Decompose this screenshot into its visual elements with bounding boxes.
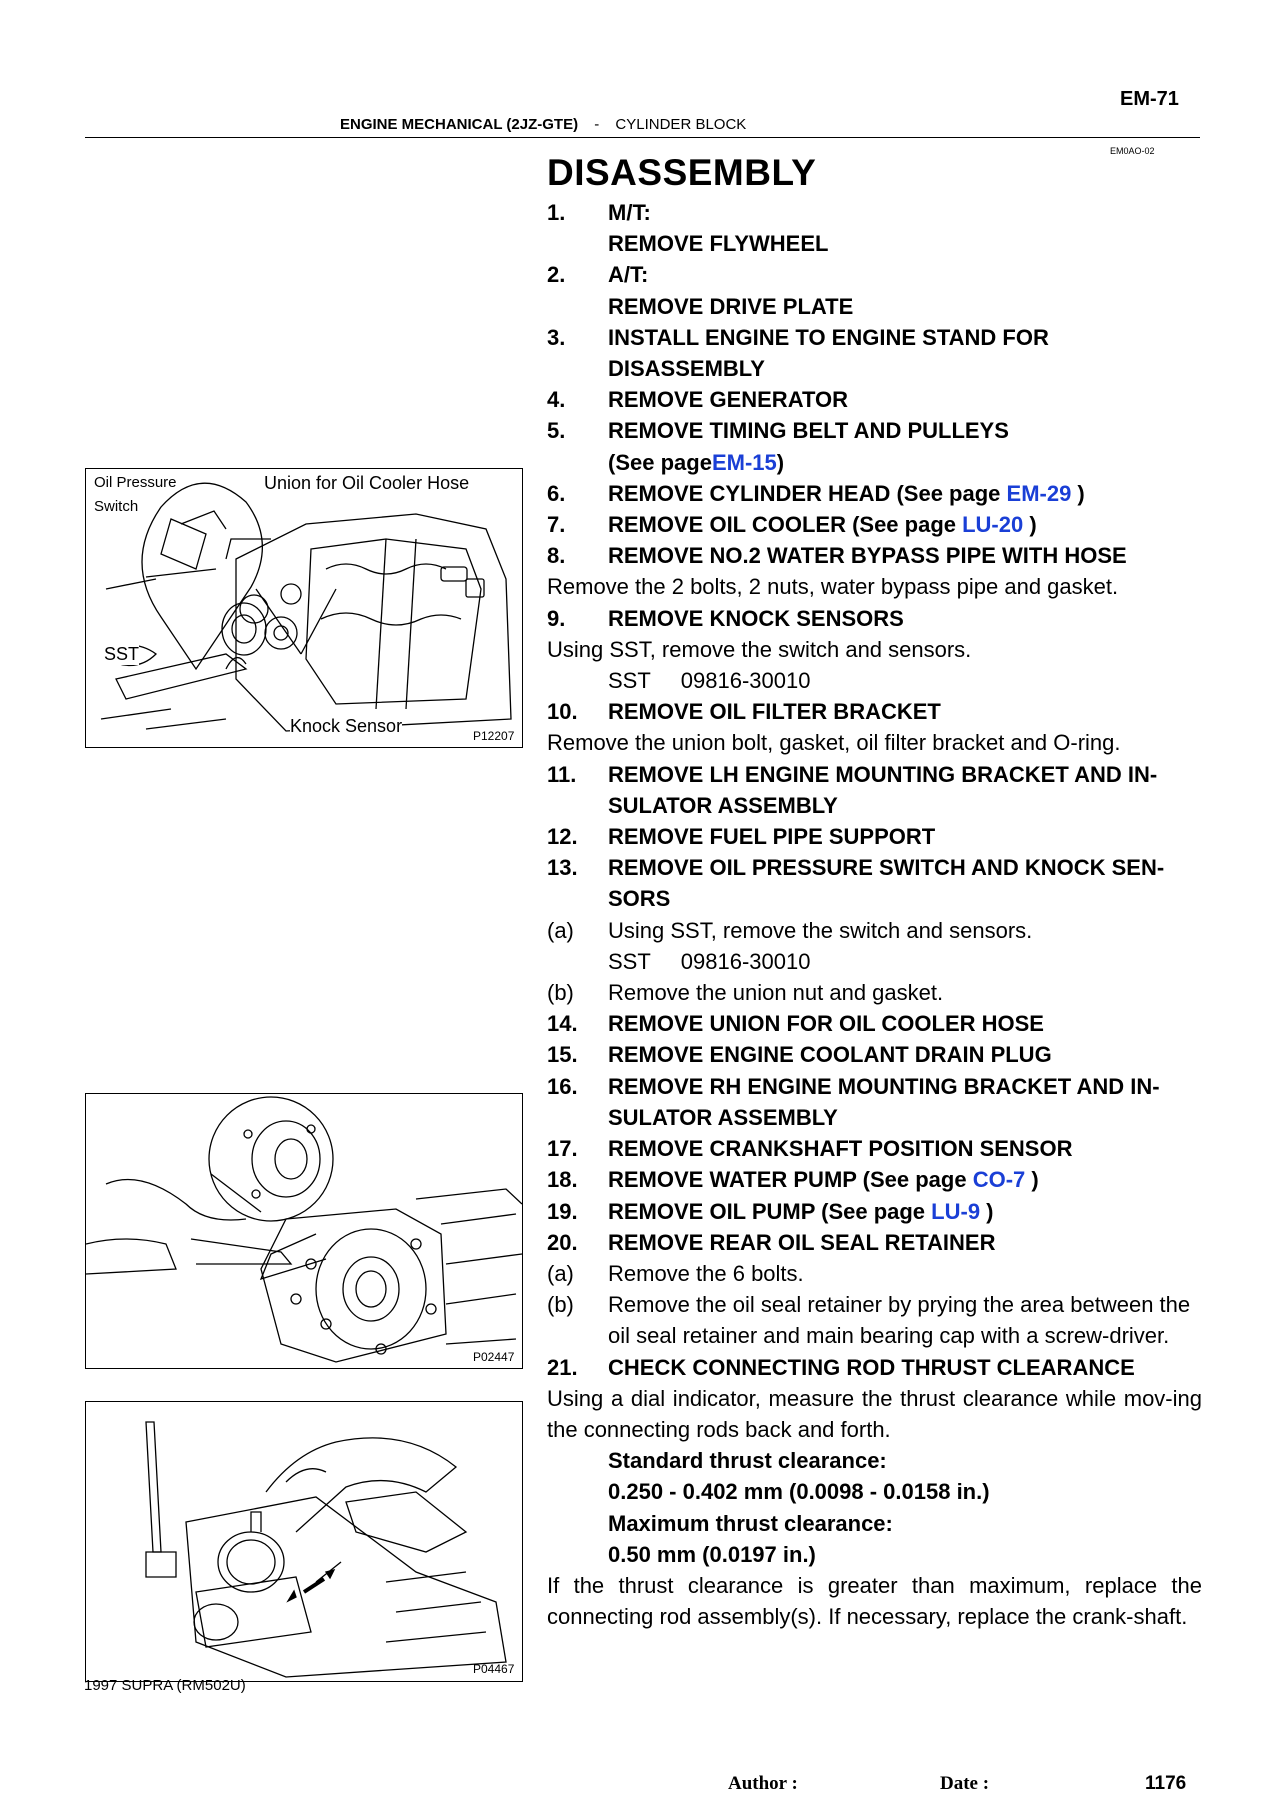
link-co-7[interactable]: CO-7 xyxy=(972,1167,1026,1193)
figure-oil-seal-retainer xyxy=(85,1093,523,1369)
step-4: 4. REMOVE GENERATOR xyxy=(547,387,848,413)
step-1: 1. M/T: xyxy=(547,200,651,225)
step-12: 12. REMOVE FUEL PIPE SUPPORT xyxy=(547,824,936,850)
max-thrust-value: 0.50 mm (0.0197 in.) xyxy=(608,1541,816,1567)
oil-seal-retainer-illustration xyxy=(86,1094,522,1368)
step-10: 10. REMOVE OIL FILTER BRACKET xyxy=(547,699,941,725)
page-title: DISASSEMBLY xyxy=(547,152,817,193)
step-18: 18. REMOVE WATER PUMP (See page CO-7 ) xyxy=(547,1167,1039,1193)
step-16: 16. REMOVE RH ENGINE MOUNTING BRACKET AND IN- xyxy=(547,1073,1160,1099)
step-9-sst: SST 09816-30010 xyxy=(608,668,811,694)
doc-code: EM0AO-02 xyxy=(1110,146,1155,156)
figure-knock-sensor xyxy=(85,468,523,748)
dial-indicator-illustration xyxy=(86,1402,522,1681)
step-13-cont: SORS xyxy=(608,886,671,912)
step-5: 5. REMOVE TIMING BELT AND PULLEYS xyxy=(547,418,1009,444)
running-header xyxy=(340,116,746,133)
link-em-29[interactable]: EM-29 xyxy=(1006,480,1072,506)
step-9-body: Using SST, remove the switch and sensors. xyxy=(547,636,972,662)
page-id: EM-71 xyxy=(1120,88,1179,110)
max-thrust-label: Maximum thrust clearance: xyxy=(608,1510,893,1536)
step-21: 21. CHECK CONNECTING ROD THRUST CLEARANCE xyxy=(547,1354,1135,1380)
footer-page-number: 1176 xyxy=(1145,1773,1187,1794)
step-11-cont: SULATOR ASSEMBLY xyxy=(608,792,838,818)
step-16-cont: SULATOR ASSEMBLY xyxy=(608,1104,838,1130)
link-lu-9[interactable]: LU-9 xyxy=(931,1198,981,1224)
step-7: 7. REMOVE OIL COOLER (See page LU-20 ) xyxy=(547,512,1037,538)
std-thrust-label: Standard thrust clearance: xyxy=(608,1448,887,1474)
step-5-ref: (See page EM-15 ) xyxy=(547,447,1202,478)
step-13a-sst: SST 09816-30010 xyxy=(608,948,811,974)
step-1-title: REMOVE FLYWHEEL xyxy=(608,231,829,257)
step-2: 2. A/T: xyxy=(547,262,649,288)
header-rule xyxy=(85,137,1200,138)
header-subsection: CYLINDER BLOCK xyxy=(615,116,747,133)
figure-code: P04467 xyxy=(473,1662,515,1676)
step-21-after: If the thrust clearance is greater than maximum, replace the connecting rod assembly(s). If necessary, replace the crank-shaft. xyxy=(547,1572,1202,1630)
label-union-oil-cooler-hose: Union for Oil Cooler Hose xyxy=(264,473,470,493)
step-20: 20. REMOVE REAR OIL SEAL RETAINER xyxy=(547,1229,996,1255)
footer-date: Date : xyxy=(940,1773,990,1794)
step-2-title: REMOVE DRIVE PLATE xyxy=(608,293,854,319)
step-13a: (a) Using SST, remove the switch and sensors. xyxy=(547,917,1033,943)
footer-model: 1997 SUPRA (RM502U) xyxy=(84,1677,246,1694)
footer-author: Author : xyxy=(728,1773,798,1794)
link-em-15[interactable]: EM-15 xyxy=(711,449,777,475)
step-13b: (b) Remove the union nut and gasket. xyxy=(547,980,944,1006)
step-20b: (b) Remove the oil seal retainer by prying the area between the oil seal retainer and main bearing cap with a screw-driver. xyxy=(547,1292,1191,1349)
step-3-cont: DISASSEMBLY xyxy=(608,356,765,382)
step-19: 19. REMOVE OIL PUMP (See page LU-9 ) xyxy=(547,1198,994,1224)
step-20a: (a) Remove the 6 bolts. xyxy=(547,1260,804,1286)
step-6: 6. REMOVE CYLINDER HEAD (See page EM-29 ) xyxy=(547,480,1085,506)
std-thrust-value: 0.250 - 0.402 mm (0.0098 - 0.0158 in.) xyxy=(608,1479,990,1505)
step-21-body: Using a dial indicator, measure the thrust clearance while mov-ing the connecting rods back and forth. xyxy=(547,1385,1202,1442)
step-17: 17. REMOVE CRANKSHAFT POSITION SENSOR xyxy=(547,1136,1073,1162)
label-oil-pressure: Oil Pressure xyxy=(94,474,177,491)
step-3: 3. INSTALL ENGINE TO ENGINE STAND FOR xyxy=(547,324,1049,350)
link-lu-20[interactable]: LU-20 xyxy=(962,512,1024,538)
step-9: 9. REMOVE KNOCK SENSORS xyxy=(547,605,904,631)
figure-code: P02447 xyxy=(473,1350,515,1364)
label-knock-sensor: Knock Sensor xyxy=(290,716,403,736)
header-separator: - xyxy=(594,116,600,133)
step-8-body: Remove the 2 bolts, 2 nuts, water bypass pipe and gasket. xyxy=(547,574,1119,600)
step-13: 13. REMOVE OIL PRESSURE SWITCH AND KNOCK SEN- xyxy=(547,855,1165,881)
step-11: 11. REMOVE LH ENGINE MOUNTING BRACKET AND IN- xyxy=(547,761,1158,787)
step-8: 8. REMOVE NO.2 WATER BYPASS PIPE WITH HOSE xyxy=(547,543,1127,569)
procedure-steps xyxy=(547,197,1202,1632)
step-14: 14. REMOVE UNION FOR OIL COOLER HOSE xyxy=(547,1011,1044,1037)
figure-dial-indicator xyxy=(85,1401,523,1682)
step-15: 15. REMOVE ENGINE COOLANT DRAIN PLUG xyxy=(547,1042,1052,1068)
step-10-body: Remove the union bolt, gasket, oil filter bracket and O-ring. xyxy=(547,730,1121,756)
header-section: ENGINE MECHANICAL (2JZ-GTE) xyxy=(340,116,579,133)
label-sst: SST xyxy=(104,644,140,664)
label-switch: Switch xyxy=(94,498,139,515)
engine-block-illustration xyxy=(86,469,522,747)
figure-code: P12207 xyxy=(473,729,515,743)
